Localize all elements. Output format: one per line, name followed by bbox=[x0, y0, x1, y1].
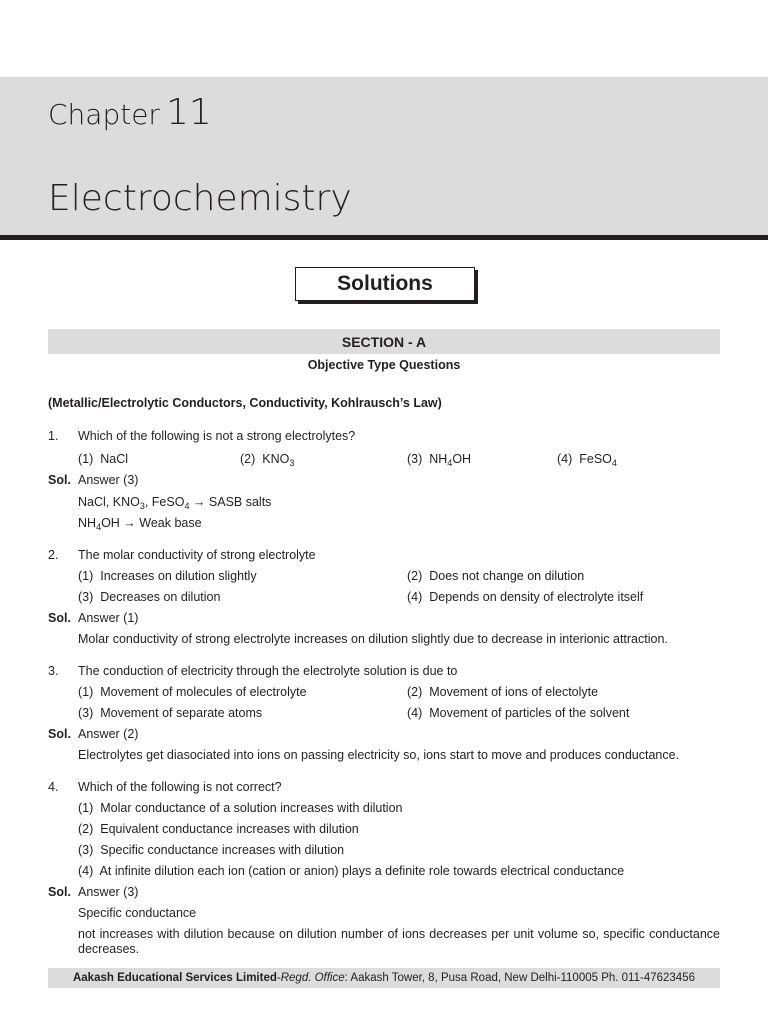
option-text: Depends on density of electrolyte itself bbox=[429, 590, 644, 604]
option-text: Decreases on dilution bbox=[100, 590, 221, 604]
option-number: (2) bbox=[240, 452, 256, 466]
option-number: (2) bbox=[407, 685, 423, 699]
option-text: Movement of separate atoms bbox=[100, 706, 263, 720]
option-text: Does not change on dilution bbox=[429, 569, 585, 583]
section-title: SECTION - A bbox=[48, 329, 720, 354]
subscript: 4 bbox=[611, 458, 617, 468]
option-number: (1) bbox=[78, 685, 94, 699]
question-number: 2. bbox=[48, 548, 59, 562]
option-text: NH bbox=[429, 452, 448, 466]
option-number: (1) bbox=[78, 452, 94, 466]
option-text: Increases on dilution slightly bbox=[100, 569, 257, 583]
question-number: 3. bbox=[48, 664, 59, 678]
explanation-paragraph: not increases with dilution because on dilution number of ions decreases per unit volume so, specific conductance decreases. bbox=[78, 927, 720, 956]
option bbox=[78, 822, 359, 837]
option-number: (3) bbox=[78, 706, 94, 720]
option bbox=[78, 843, 344, 858]
option-number: (3) bbox=[78, 590, 94, 604]
header-divider bbox=[0, 235, 768, 240]
option bbox=[78, 801, 403, 816]
option bbox=[78, 569, 257, 584]
explanation-line: Molar conductivity of strong electrolyte increases on dilution slightly due to decrease in interionic attraction. bbox=[78, 632, 668, 646]
footer-regd-label: Regd. Office bbox=[280, 972, 345, 984]
option-number: (4) bbox=[78, 864, 94, 878]
option-number: (2) bbox=[78, 822, 94, 836]
option-number: (2) bbox=[407, 569, 423, 583]
option bbox=[240, 452, 294, 467]
explanation-line: Electrolytes get diasociated into ions on passing electricity so, ions start to move and produces conductance. bbox=[78, 748, 680, 762]
answer-text: Answer (1) bbox=[78, 611, 139, 625]
sol-label: Sol. bbox=[48, 611, 71, 625]
chapter-label bbox=[48, 92, 212, 133]
subscript: 3 bbox=[289, 458, 295, 468]
footer-separator: - bbox=[276, 972, 281, 984]
sol-label: Sol. bbox=[48, 473, 71, 487]
chapter-title: Electrochemistry bbox=[48, 178, 352, 219]
subscript: 4 bbox=[447, 458, 453, 468]
option-text: Molar conductance of a solution increases with dilution bbox=[100, 801, 403, 815]
option-text: Movement of ions of electolyte bbox=[429, 685, 599, 699]
option bbox=[78, 864, 624, 879]
explanation-line: Specific conductance bbox=[78, 906, 197, 920]
chapter-word: Chapter bbox=[48, 98, 160, 131]
sol-label: Sol. bbox=[48, 885, 71, 899]
option-text: Specific conductance increases with dilution bbox=[100, 843, 345, 857]
topic-heading: (Metallic/Electrolytic Conductors, Conductivity, Kohlrausch’s Law) bbox=[48, 396, 442, 410]
chapter-number: 11 bbox=[165, 92, 212, 133]
footer-address: : Aakash Tower, 8, Pusa Road, New Delhi-110005 Ph. 011-47623456 bbox=[344, 972, 695, 984]
option bbox=[78, 706, 262, 721]
question-text: Which of the following is not correct? bbox=[78, 780, 282, 794]
question-text: Which of the following is not a strong electrolytes? bbox=[78, 429, 356, 443]
question-text: The conduction of electricity through the electrolyte solution is due to bbox=[78, 664, 458, 678]
option bbox=[407, 569, 584, 584]
option bbox=[78, 590, 220, 605]
option bbox=[407, 590, 643, 605]
sol-label: Sol. bbox=[48, 727, 71, 741]
option-text: KNO bbox=[262, 452, 290, 466]
answer-text: Answer (2) bbox=[78, 727, 139, 741]
footer-company: Aakash Educational Services Limited bbox=[72, 972, 277, 984]
option-number: (4) bbox=[407, 706, 423, 720]
option bbox=[78, 452, 128, 467]
section-subtitle: Objective Type Questions bbox=[307, 358, 461, 372]
option-text: Movement of particles of the solvent bbox=[429, 706, 630, 720]
option-number: (1) bbox=[78, 569, 94, 583]
option-number: (4) bbox=[557, 452, 573, 466]
option-text: OH bbox=[452, 452, 472, 466]
question-number: 4. bbox=[48, 780, 59, 794]
option-text: Equivalent conductance increases with dilution bbox=[100, 822, 359, 836]
option bbox=[78, 685, 307, 700]
option-number: (3) bbox=[78, 843, 94, 857]
option-text: FeSO bbox=[579, 452, 612, 466]
explanation-line: NaCl, $KNO_3$, FeSO$_4$ → SASB salts bbox=[78, 495, 272, 511]
option bbox=[407, 706, 629, 721]
option bbox=[557, 452, 617, 467]
question-text: The molar conductivity of strong electrolyte bbox=[78, 548, 316, 562]
footer bbox=[48, 968, 720, 988]
option bbox=[407, 452, 471, 467]
answer-text: Answer (3) bbox=[78, 885, 139, 899]
answer-text: Answer (3) bbox=[78, 473, 139, 487]
explanation-line: $NH_4OH$ → Weak base bbox=[78, 516, 202, 532]
option-text: NaCl bbox=[100, 452, 129, 466]
option-number: (1) bbox=[78, 801, 94, 815]
option-text: Movement of molecules of electrolyte bbox=[100, 685, 307, 699]
option-number: (4) bbox=[407, 590, 423, 604]
question-number: 1. bbox=[48, 429, 59, 443]
option-number: (3) bbox=[407, 452, 423, 466]
solutions-heading: Solutions bbox=[295, 267, 475, 301]
option bbox=[407, 685, 598, 700]
option-text: At infinite dilution each ion (cation or anion) plays a definite role towards electrical conductance bbox=[99, 864, 625, 878]
